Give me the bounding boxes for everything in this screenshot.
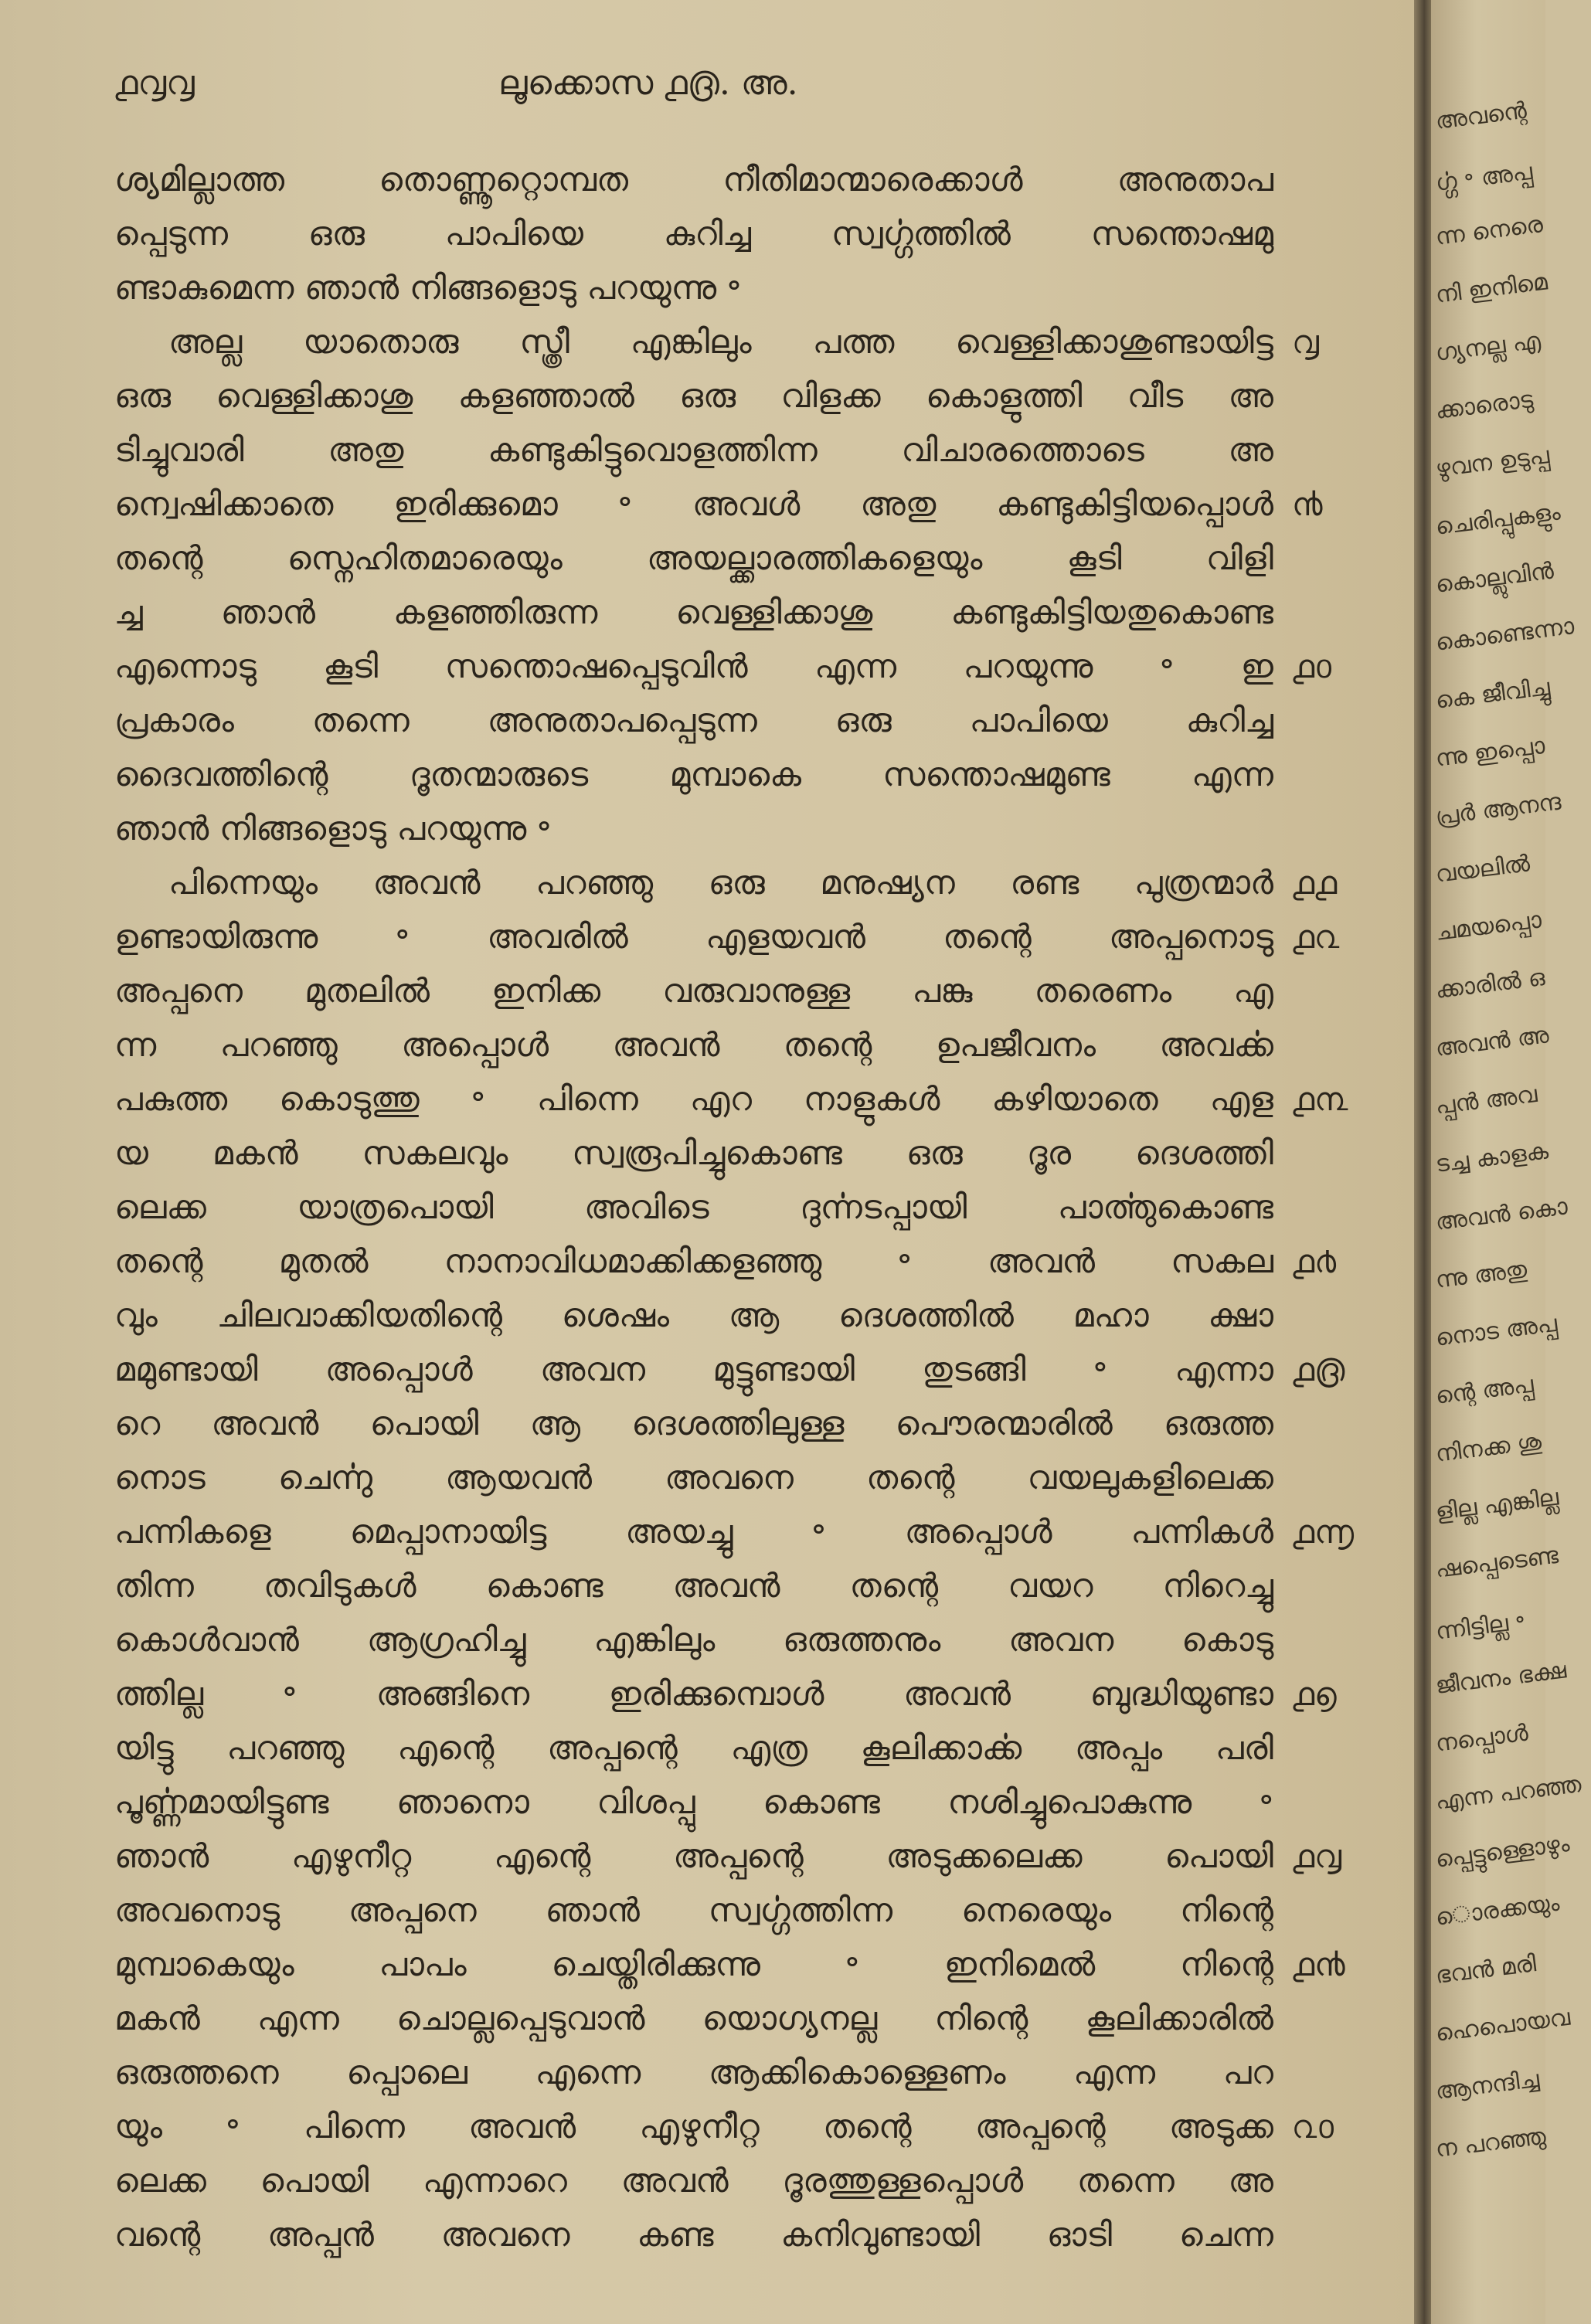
text-line: എന്നൊടു കൂടി സന്തൊഷപ്പെടുവിൻ എന്ന പറയുന്നു ॰ ഇ xyxy=(114,647,1273,686)
text-line: യ മകൻ സകലവും സ്വരൂപിച്ചുകൊണ്ട ഒരു ദൂര ദെശത്തി xyxy=(114,1134,1273,1173)
facing-page-fragment: ഗ്യനല്ല എ xyxy=(1433,327,1542,367)
facing-page-fragment: ൎഗ്ഗ ॰ അപ്പ xyxy=(1434,158,1535,197)
facing-page-fragment: പ്പൻ അവ xyxy=(1433,1081,1539,1120)
facing-page-fragment: നി ഇനിമെ xyxy=(1433,268,1549,309)
text-line: വന്റെ അപ്പൻ അവനെ കണ്ട കനിവുണ്ടായി ഓടി ചെന്ന xyxy=(114,2216,1273,2254)
text-line: ഒരുത്തനെ പ്പൊലെ എന്നെ ആക്കികൊള്ളെണം എന്ന പറ xyxy=(114,2054,1273,2092)
verse-number: ൨൦ xyxy=(1292,2108,1334,2146)
verse-number: ൧൨ xyxy=(1292,918,1340,956)
text-line: പൂൎണ്ണമായിട്ടുണ്ട ഞാനൊ വിശപ്പു കൊണ്ട നശിച്ചുപൊകുന്നു ॰ xyxy=(114,1783,1273,1822)
facing-page-fragment: പ്രർ ആനന്ദ xyxy=(1433,788,1563,831)
verse-number: ൧൬ xyxy=(1292,1513,1355,1551)
facing-page-fragment: കെ ജീവിച്ചു xyxy=(1433,674,1552,715)
facing-page-fragment: വയലിൽ xyxy=(1433,850,1532,888)
text-line: നൊട ചെൎന്നു ആയവൻ അവനെ തന്റെ വയലുകളിലെക്ക xyxy=(114,1459,1273,1497)
text-line: ടിച്ചുവാരി അതു കണ്ടുകിട്ടുവൊളത്തിന്ന വിചാരത്തൊടെ അ xyxy=(114,431,1273,470)
verse-number: ൧൪ xyxy=(1292,1242,1337,1280)
facing-page-fragment: നൊട അപ്പ xyxy=(1433,1310,1559,1352)
page-number: ൧൮൮ xyxy=(114,63,195,103)
text-line: റെ അവൻ പൊയി ആ ദെശത്തിലുള്ള പൌരന്മാരിൽ ഒരുത്ത xyxy=(114,1405,1273,1443)
text-line: അപ്പനെ മുതലിൽ ഇനിക്ക വരുവാനുള്ള പങ്കു തരെണം എ xyxy=(114,972,1273,1011)
text-line: കൊൾവാൻ ആഗ്രഹിച്ചു എങ്കിലും ഒരുത്തനും അവന കൊടു xyxy=(114,1621,1273,1660)
text-line: ത്തില്ല ॰ അങ്ങിനെ ഇരിക്കുമ്പൊൾ അവൻ ബുദ്ധിയുണ്ടാ xyxy=(114,1675,1273,1714)
facing-page-fragment: ന്നിട്ടില്ല ॰ xyxy=(1434,1607,1527,1646)
facing-page-fragment: ജീവനം ഭക്ഷ xyxy=(1433,1656,1568,1700)
facing-page-fragment: ന്നു ഇപ്പൊ xyxy=(1433,732,1547,773)
text-line: ണ്ടാകുമെന്ന ഞാൻ നിങ്ങളൊടു പറയുന്നു ॰ xyxy=(114,269,742,307)
running-title: ലൂക്കൊസ ൧൫. അ. xyxy=(498,63,798,103)
facing-page-fragment: കൊല്ലുവിൻ xyxy=(1433,557,1555,599)
verse-number: ൧൮ xyxy=(1292,1837,1342,1875)
facing-page-fragment: ക്കാരൊടു xyxy=(1433,386,1535,425)
verse-number: ൧൭ xyxy=(1292,1675,1337,1713)
facing-page-fragment: ന്നു അതു xyxy=(1433,1255,1529,1294)
text-line: തന്റെ മുതൽ നാനാവിധമാക്കിക്കളഞ്ഞു ॰ അവൻ സകല xyxy=(114,1242,1273,1281)
text-line: പ്രകാരം തന്നെ അനുതാപപ്പെടുന്ന ഒരു പാപിയെ കുറിച്ച xyxy=(114,702,1273,740)
facing-page-fragment: കൊണ്ടെന്നാ xyxy=(1433,613,1576,657)
text-line: ശ്യമില്ലാത്ത തൊണ്ണൂറ്റൊമ്പത നീതിമാന്മാരെക്കാൾ അനുതാപ xyxy=(114,161,1273,199)
text-line: ന്വെഷിക്കാതെ ഇരിക്കുമൊ ॰ അവൾ അതു കണ്ടുകിട്ടിയപ്പൊൾ xyxy=(114,485,1273,524)
text-line: യും ॰ പിന്നെ അവൻ എഴുനീറ്റ തന്റെ അപ്പന്റെ അടുക്ക xyxy=(114,2108,1273,2146)
facing-page-fragment: ചെരിപ്പുകളും xyxy=(1433,498,1562,541)
verse-number: ൧൧ xyxy=(1292,864,1338,902)
text-line: ഒരു വെള്ളിക്കാശു കളഞ്ഞാൽ ഒരു വിളക്ക കൊളുത്തി വീട അ xyxy=(114,377,1273,416)
facing-page-fragment: പ്പെട്ടുള്ളൊഴും xyxy=(1433,1830,1572,1874)
facing-page-fragment: ആനന്ദിച്ച xyxy=(1433,2065,1541,2105)
facing-page-fragment: ടച്ച കാളക xyxy=(1433,1137,1550,1178)
text-line: മമുണ്ടായി അപ്പൊൾ അവന മുട്ടുണ്ടായി തുടങ്ങി ॰ എന്നാ xyxy=(114,1351,1273,1389)
facing-page-fragment: ചമയപ്പൊ xyxy=(1433,906,1543,946)
verse-number: ൧൩ xyxy=(1292,1080,1348,1118)
facing-page-fragment: അവന്റെ xyxy=(1433,97,1528,135)
text-line: പിന്നെയും അവൻ പറഞ്ഞു ഒരു മനുഷ്യന രണ്ട പുത്രന്മാർ xyxy=(168,864,1273,902)
facing-page-fragment: ഭവൻ മരി xyxy=(1433,1950,1538,1989)
facing-page-fragment: ഹെപൊയവ xyxy=(1433,2003,1572,2047)
verse-number: ൮ xyxy=(1292,323,1319,361)
text-line: പകുത്ത കൊടുത്തു ॰ പിന്നെ എറ നാളുകൾ കഴിയാതെ എള xyxy=(114,1080,1273,1119)
text-line: ദൈവത്തിന്റെ ദൂതന്മാരുടെ മുമ്പാകെ സന്തൊഷമുണ്ട എന്ന xyxy=(114,756,1273,794)
text-line: മുമ്പാകെയും പാപം ചെയ്തിരിക്കുന്നു ॰ ഇനിമെൽ നിന്റെ xyxy=(114,1945,1273,1984)
text-line: അവനൊടു അപ്പനെ ഞാൻ സ്വൎഗ്ഗത്തിന്ന നെരെയും നിന്റെ xyxy=(114,1891,1273,1930)
text-line: തന്റെ സ്നെഹിതമാരെയും അയല്ക്കാരത്തികളെയും കൂടി വിളി xyxy=(114,539,1273,578)
facing-page-edge xyxy=(1431,0,1583,2324)
text-line: യിട്ടു പറഞ്ഞു എന്റെ അപ്പന്റെ എത്ര കൂലിക്കാൎക്ക അപ്പം പരി xyxy=(114,1729,1273,1768)
facing-page-fragment: നപ്പൊൾ xyxy=(1433,1719,1530,1758)
page-header xyxy=(0,63,1414,117)
facing-page-fragment: ന്റെ അപ്പ xyxy=(1433,1371,1535,1410)
text-line: ഉണ്ടായിരുന്നു ॰ അവരിൽ എളയവൻ തന്റെ അപ്പനൊടു xyxy=(114,918,1273,956)
verse-number: ൧൦ xyxy=(1292,647,1331,685)
text-line: ച്ച ഞാൻ കളഞ്ഞിരുന്ന വെള്ളിക്കാശു കണ്ടുകിട്ടിയതുകൊണ്ട xyxy=(114,593,1273,632)
text-line: മകൻ എന്ന ചൊല്ലപ്പെടുവാൻ യൊഗ്യനല്ല നിന്റെ കൂലിക്കാരിൽ xyxy=(114,2000,1273,2038)
facing-page-fragment: അവൻ കൊ xyxy=(1433,1193,1569,1236)
facing-page-fragment: ഴുവന ഉടുപ്പ xyxy=(1433,442,1551,483)
text-line: പ്പെടുന്ന ഒരു പാപിയെ കുറിച്ച സ്വൎഗ്ഗത്തിൽ സന്തൊഷമു xyxy=(114,215,1273,253)
text-line: ലെക്ക യാത്രപൊയി അവിടെ ദുൎന്നടപ്പായി പാൎത്തുകൊണ്ട xyxy=(114,1188,1273,1227)
facing-page-fragment: നിനക്ക ശു xyxy=(1433,1428,1543,1468)
facing-page-fragment: ഷപ്പെടെണ്ട xyxy=(1433,1541,1560,1584)
text-line: തിന്ന തവിടുകൾ കൊണ്ട അവൻ തന്റെ വയറ നിറെച്ചു xyxy=(114,1567,1273,1605)
facing-page-fragment: എന്ന പറഞ്ഞ xyxy=(1433,1771,1583,1816)
facing-page-fragment: ന പറഞ്ഞു xyxy=(1433,2122,1548,2163)
text-line: ലെക്ക പൊയി എന്നാറെ അവൻ ദൂരത്തുള്ളപ്പൊൾ തന്നെ അ xyxy=(114,2162,1273,2200)
facing-page-fragment: ക്കാരിൽ ഒ xyxy=(1433,963,1547,1004)
facing-page-fragment: അവൻ അ xyxy=(1433,1021,1551,1062)
verse-number: ൧൫ xyxy=(1292,1351,1345,1388)
verse-number: ൧൯ xyxy=(1292,1945,1345,1983)
text-line: ന്ന പറഞ്ഞു അപ്പൊൾ അവൻ തന്റെ ഉപജീവനം അവൎക്ക xyxy=(114,1026,1273,1065)
text-line: വും ചിലവാക്കിയതിന്റെ ശെഷം ആ ദെശത്തിൽ മഹാ ക്ഷാ xyxy=(114,1296,1273,1335)
book-gutter xyxy=(1414,0,1431,2324)
text-line: ഞാൻ നിങ്ങളൊടു പറയുന്നു ॰ xyxy=(114,810,552,848)
text-line: അല്ല യാതൊരു സ്ത്രീ എങ്കിലും പത്ത വെള്ളിക്കാശുണ്ടായിട്ട xyxy=(168,323,1273,362)
facing-page-fragment: ൊരക്കയും xyxy=(1433,1889,1562,1932)
facing-page-fragment: ന്ന നെരെ xyxy=(1433,211,1545,251)
text-line: പന്നികളെ മെപ്പാനായിട്ട അയച്ചു ॰ അപ്പൊൾ പന്നികൾ xyxy=(114,1513,1273,1551)
verse-number: ൯ xyxy=(1292,485,1323,523)
facing-page-fragment: ളില്ല എങ്കില്ല xyxy=(1433,1483,1560,1526)
text-line: ഞാൻ എഴുനീറ്റ എന്റെ അപ്പന്റെ അടുക്കലെക്ക പൊയി xyxy=(114,1837,1273,1876)
